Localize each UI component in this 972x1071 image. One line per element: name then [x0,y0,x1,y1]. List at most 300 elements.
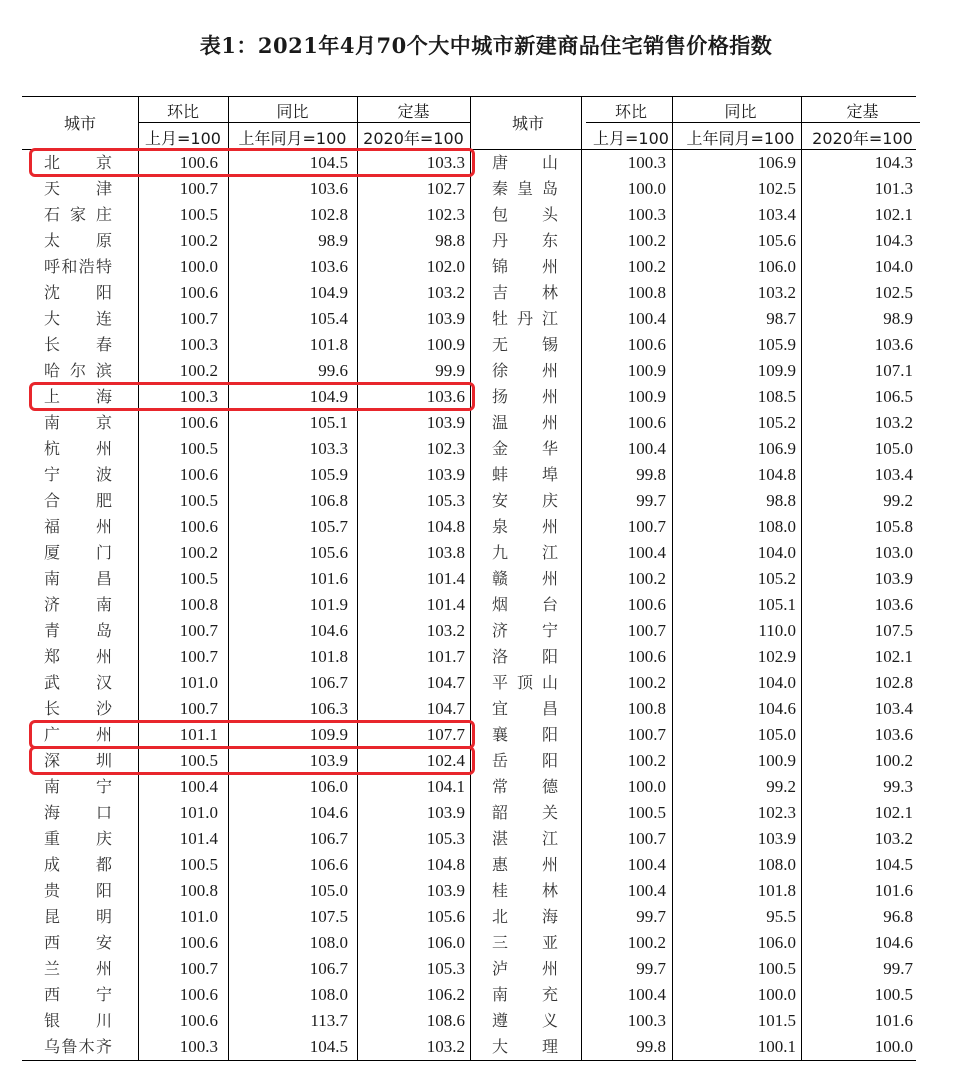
left-header-base: 定基 [397,102,430,121]
left-mom-value: 100.8 [179,881,218,900]
right-table-row [22,1034,916,1060]
right-base-value: 107.5 [874,621,913,640]
right-base-value: 104.3 [874,231,913,250]
right-base-value: 105.0 [874,439,913,458]
right-base-value: 99.2 [883,491,913,510]
left-city-name: 杭 州 [44,439,112,458]
left-base-value: 105.3 [426,829,465,848]
left-base-value: 101.4 [426,569,465,588]
left-city-name: 太 原 [44,231,112,250]
left-base-value: 102.3 [426,439,465,458]
right-yoy-value: 108.0 [757,517,796,536]
right-yoy-value: 105.2 [757,569,796,588]
right-city-name: 北 海 [492,907,558,926]
left-mom-value: 100.0 [179,257,218,276]
right-yoy-value: 98.8 [766,491,796,510]
left-city-name: 长 春 [44,335,112,354]
right-yoy-value: 110.0 [758,621,796,640]
left-mom-value: 100.6 [179,283,218,302]
right-city-name: 惠 州 [492,855,558,874]
left-mom-value: 100.7 [179,647,218,666]
left-base-value: 101.4 [426,595,465,614]
right-table-row [22,930,916,956]
right-mom-value: 99.8 [636,1037,666,1056]
left-header-yoy-sub: 上年同月=100 [238,129,347,148]
right-yoy-value: 106.0 [757,257,796,276]
right-mom-value: 100.4 [627,881,666,900]
right-yoy-value: 105.6 [757,231,796,250]
left-yoy-value: 103.3 [309,439,348,458]
left-city-name: 长 沙 [44,699,112,718]
left-yoy-value: 104.5 [309,153,348,172]
left-city-name: 深 圳 [44,751,112,770]
right-city-name: 宜 昌 [492,699,558,718]
left-yoy-value: 104.9 [309,387,348,406]
left-mom-value: 100.7 [179,699,218,718]
right-base-value: 103.9 [874,569,913,588]
left-city-name: 兰 州 [44,959,112,978]
right-city-name: 襄 阳 [492,725,558,744]
right-base-value: 103.6 [874,335,913,354]
left-base-value: 103.3 [426,153,465,172]
column-rule [357,97,358,1060]
right-header-yoy: 同比 [724,102,757,121]
right-mom-value: 100.8 [627,699,666,718]
left-city-name: 南 京 [44,413,112,432]
right-base-value: 99.3 [883,777,913,796]
left-base-value: 102.3 [426,205,465,224]
left-city-name: 合 肥 [44,491,112,510]
right-yoy-value: 106.9 [757,153,796,172]
right-city-name: 烟 台 [492,595,558,614]
left-city-name: 沈 阳 [44,283,112,302]
left-mom-value: 100.4 [179,777,218,796]
right-mom-value: 100.7 [627,621,666,640]
right-table-row [22,1008,916,1034]
right-mom-value: 99.7 [636,907,666,926]
left-mom-value: 100.7 [179,309,218,328]
left-mom-value: 100.6 [179,413,218,432]
right-mom-value: 100.4 [627,985,666,1004]
left-mom-value: 100.7 [179,179,218,198]
left-yoy-value: 101.8 [309,647,348,666]
highlight-box [29,148,475,177]
right-city-name: 秦皇岛 [492,179,558,198]
left-yoy-value: 104.5 [309,1037,348,1056]
right-mom-value: 100.7 [627,517,666,536]
left-mom-value: 100.6 [179,465,218,484]
left-mom-value: 100.3 [179,335,218,354]
left-base-value: 103.2 [426,1037,465,1056]
right-mom-value: 100.4 [627,309,666,328]
right-table-row [22,540,916,566]
right-base-value: 102.1 [874,205,913,224]
right-city-name: 大 理 [492,1037,558,1056]
left-base-value: 99.9 [435,361,465,380]
right-yoy-value: 108.5 [757,387,796,406]
left-yoy-value: 98.9 [318,231,348,250]
left-mom-value: 101.1 [179,725,218,744]
left-mom-value: 101.4 [179,829,218,848]
left-yoy-value: 99.6 [318,361,348,380]
left-base-value: 103.9 [426,803,465,822]
right-city-name: 韶 关 [492,803,558,822]
left-city-name: 广 州 [44,725,112,744]
left-mom-value: 100.6 [179,985,218,1004]
left-yoy-value: 101.6 [309,569,348,588]
left-base-value: 103.9 [426,465,465,484]
left-base-value: 103.9 [426,413,465,432]
left-yoy-value: 104.9 [309,283,348,302]
right-base-value: 106.5 [874,387,913,406]
right-city-name: 岳 阳 [492,751,558,770]
left-yoy-value: 106.7 [309,959,348,978]
left-yoy-value: 106.7 [309,829,348,848]
left-yoy-value: 104.6 [309,621,348,640]
right-header-base-sub: 2020年=100 [812,129,913,148]
right-mom-value: 100.8 [627,283,666,302]
right-yoy-value: 101.5 [757,1011,796,1030]
right-city-name: 安 庆 [492,491,558,510]
right-mom-value: 100.0 [627,777,666,796]
right-table-row [22,280,916,306]
left-city-name: 呼和浩特 [44,257,112,276]
left-yoy-value: 113.7 [310,1011,348,1030]
column-rule [470,97,471,1060]
left-yoy-value: 105.6 [309,543,348,562]
right-base-value: 102.1 [874,803,913,822]
right-city-name: 唐 山 [492,153,558,172]
right-mom-value: 100.7 [627,829,666,848]
left-yoy-value: 103.9 [309,751,348,770]
right-mom-value: 100.6 [627,647,666,666]
left-yoy-value: 105.1 [309,413,348,432]
right-city-name: 遵 义 [492,1011,558,1030]
left-base-value: 104.8 [426,517,465,536]
right-table-row [22,592,916,618]
left-city-name: 郑 州 [44,647,112,666]
left-base-value: 104.7 [426,699,465,718]
right-yoy-value: 106.0 [757,933,796,952]
left-yoy-value: 105.7 [309,517,348,536]
right-yoy-value: 106.9 [757,439,796,458]
right-header-mom: 环比 [614,102,647,121]
left-base-value: 104.7 [426,673,465,692]
right-city-name: 吉 林 [492,283,558,302]
right-city-name: 无 锡 [492,335,558,354]
right-mom-value: 100.2 [627,257,666,276]
right-table-row [22,410,916,436]
column-rule [801,97,802,1060]
left-city-name: 厦 门 [44,543,112,562]
left-yoy-value: 106.7 [309,673,348,692]
right-base-value: 99.7 [883,959,913,978]
left-mom-value: 100.5 [179,751,218,770]
left-base-value: 98.8 [435,231,465,250]
right-base-value: 102.8 [874,673,913,692]
right-city-name: 丹 东 [492,231,558,250]
right-table-row [22,514,916,540]
right-table-row [22,488,916,514]
left-mom-value: 100.6 [179,1011,218,1030]
left-yoy-value: 108.0 [309,933,348,952]
right-table-row [22,332,916,358]
left-yoy-value: 103.6 [309,257,348,276]
right-base-value: 100.0 [874,1037,913,1056]
left-base-value: 102.7 [426,179,465,198]
right-base-value: 104.3 [874,153,913,172]
right-yoy-value: 103.9 [757,829,796,848]
right-table-row [22,176,916,202]
left-base-value: 107.7 [426,725,465,744]
left-yoy-value: 104.6 [309,803,348,822]
left-base-value: 103.2 [426,283,465,302]
left-base-value: 103.9 [426,309,465,328]
left-base-value: 106.0 [426,933,465,952]
right-base-value: 103.4 [874,465,913,484]
right-base-value: 100.2 [874,751,913,770]
right-table-row [22,462,916,488]
left-base-value: 108.6 [426,1011,465,1030]
left-city-name: 上 海 [44,387,112,406]
left-mom-value: 100.3 [179,387,218,406]
left-yoy-value: 105.4 [309,309,348,328]
right-table-row [22,254,916,280]
right-mom-value: 100.4 [627,543,666,562]
right-city-name: 湛 江 [492,829,558,848]
right-mom-value: 100.6 [627,413,666,432]
right-city-name: 扬 州 [492,387,558,406]
right-mom-value: 100.3 [627,1011,666,1030]
right-city-name: 牡丹江 [492,309,558,328]
right-yoy-value: 99.2 [766,777,796,796]
left-mom-value: 100.2 [179,543,218,562]
right-mom-value: 99.8 [636,465,666,484]
left-city-name: 昆 明 [44,907,112,926]
left-city-name: 大 连 [44,309,112,328]
right-base-value: 100.5 [874,985,913,1004]
right-mom-value: 100.2 [627,569,666,588]
right-base-value: 96.8 [883,907,913,926]
left-base-value: 102.0 [426,257,465,276]
right-yoy-value: 109.9 [757,361,796,380]
table-title: 表1：2021年4月70个大中城市新建商品住宅销售价格指数 [199,33,773,58]
right-city-name: 济 宁 [492,621,558,640]
right-city-name: 常 德 [492,777,558,796]
left-header-mom: 环比 [166,102,199,121]
left-mom-value: 100.5 [179,569,218,588]
highlight-box [29,746,475,775]
left-yoy-value: 105.9 [309,465,348,484]
right-yoy-value: 103.2 [757,283,796,302]
left-mom-value: 101.0 [179,907,218,926]
right-table-row [22,904,916,930]
left-base-value: 104.8 [426,855,465,874]
right-mom-value: 100.2 [627,751,666,770]
right-base-value: 104.5 [874,855,913,874]
left-base-value: 101.7 [426,647,465,666]
right-base-value: 98.9 [883,309,913,328]
right-city-name: 泉 州 [492,517,558,536]
right-yoy-value: 102.9 [757,647,796,666]
right-base-value: 103.6 [874,595,913,614]
right-city-name: 九 江 [492,543,558,562]
right-mom-value: 100.4 [627,855,666,874]
right-header-city: 城市 [511,114,544,133]
right-base-value: 104.0 [874,257,913,276]
right-city-name: 温 州 [492,413,558,432]
left-city-name: 福 州 [44,517,112,536]
right-yoy-value: 105.1 [757,595,796,614]
right-city-name: 三 亚 [492,933,558,952]
right-table-row [22,228,916,254]
right-yoy-value: 105.9 [757,335,796,354]
right-mom-value: 100.3 [627,205,666,224]
right-base-value: 101.3 [874,179,913,198]
left-city-name: 青 岛 [44,621,112,640]
right-city-name: 包 头 [492,205,558,224]
right-mom-value: 100.5 [627,803,666,822]
right-yoy-value: 100.0 [757,985,796,1004]
right-city-name: 泸 州 [492,959,558,978]
left-mom-value: 101.0 [179,673,218,692]
left-yoy-value: 106.8 [309,491,348,510]
left-yoy-value: 106.0 [309,777,348,796]
right-yoy-value: 102.5 [757,179,796,198]
right-mom-value: 100.2 [627,231,666,250]
right-table-row [22,878,916,904]
right-yoy-value: 101.8 [757,881,796,900]
right-base-value: 107.1 [874,361,913,380]
highlight-box [29,720,475,749]
right-base-value: 104.6 [874,933,913,952]
right-yoy-value: 104.0 [757,673,796,692]
left-yoy-value: 109.9 [309,725,348,744]
left-city-name: 宁 波 [44,465,112,484]
right-table-row [22,358,916,384]
left-city-name: 西 安 [44,933,112,952]
left-mom-value: 100.2 [179,361,218,380]
left-city-name: 北 京 [44,153,112,172]
right-table-row [22,982,916,1008]
right-yoy-value: 100.9 [757,751,796,770]
left-city-name: 南 昌 [44,569,112,588]
left-city-name: 石家庄 [44,205,112,224]
right-mom-value: 100.9 [627,361,666,380]
right-table-row [22,956,916,982]
right-yoy-value: 100.5 [757,959,796,978]
left-yoy-value: 105.0 [309,881,348,900]
left-mom-value: 100.5 [179,205,218,224]
left-mom-value: 100.3 [179,1037,218,1056]
right-mom-value: 100.2 [627,933,666,952]
right-yoy-value: 108.0 [757,855,796,874]
left-base-value: 103.8 [426,543,465,562]
left-yoy-value: 101.9 [309,595,348,614]
right-base-value: 101.6 [874,1011,913,1030]
right-table-row [22,306,916,332]
left-yoy-value: 106.3 [309,699,348,718]
right-mom-value: 100.7 [627,725,666,744]
left-yoy-value: 101.8 [309,335,348,354]
right-city-name: 南 充 [492,985,558,1004]
right-header-base: 定基 [846,102,879,121]
left-header-mid-rule [138,122,470,123]
right-mom-value: 100.6 [627,335,666,354]
left-base-value: 100.9 [426,335,465,354]
left-header-city: 城市 [63,114,96,133]
right-city-name: 平顶山 [492,673,558,692]
highlight-box [29,382,475,411]
right-base-value: 102.5 [874,283,913,302]
left-mom-value: 100.6 [179,153,218,172]
right-base-value: 101.6 [874,881,913,900]
left-city-name: 武 汉 [44,673,112,692]
right-yoy-value: 95.5 [766,907,796,926]
left-mom-value: 100.7 [179,621,218,640]
left-city-name: 哈尔滨 [44,361,112,380]
right-table-row [22,774,916,800]
left-header-yoy: 同比 [276,102,309,121]
right-table-row [22,670,916,696]
right-city-name: 蚌 埠 [492,465,558,484]
column-rule [228,97,229,1060]
column-rule [581,97,582,1060]
right-base-value: 103.2 [874,829,913,848]
right-yoy-value: 98.7 [766,309,796,328]
right-mom-value: 100.2 [627,673,666,692]
left-mom-value: 101.0 [179,803,218,822]
right-yoy-value: 105.0 [757,725,796,744]
right-city-name: 赣 州 [492,569,558,588]
right-base-value: 103.0 [874,543,913,562]
left-yoy-value: 106.6 [309,855,348,874]
left-mom-value: 100.2 [179,231,218,250]
left-base-value: 103.9 [426,881,465,900]
right-city-name: 桂 林 [492,881,558,900]
left-city-name: 南 宁 [44,777,112,796]
left-base-value: 106.2 [426,985,465,1004]
left-city-name: 银 川 [44,1011,112,1030]
right-table-row [22,436,916,462]
left-base-value: 103.6 [426,387,465,406]
right-table-row [22,644,916,670]
right-yoy-value: 104.8 [757,465,796,484]
right-mom-value: 100.6 [627,595,666,614]
right-city-name: 锦 州 [492,257,558,276]
left-mom-value: 100.7 [179,959,218,978]
left-city-name: 天 津 [44,179,112,198]
left-city-name: 乌鲁木齐 [44,1037,112,1056]
right-mom-value: 100.4 [627,439,666,458]
right-yoy-value: 104.0 [757,543,796,562]
left-mom-value: 100.5 [179,491,218,510]
right-base-value: 103.4 [874,699,913,718]
right-mom-value: 99.7 [636,491,666,510]
right-base-value: 102.1 [874,647,913,666]
right-city-name: 徐 州 [492,361,558,380]
left-yoy-value: 103.6 [309,179,348,198]
right-table-row [22,202,916,228]
right-mom-value: 99.7 [636,959,666,978]
left-city-name: 重 庆 [44,829,112,848]
left-yoy-value: 107.5 [309,907,348,926]
right-table-row [22,696,916,722]
left-base-value: 105.3 [426,959,465,978]
right-base-value: 103.6 [874,725,913,744]
right-mom-value: 100.9 [627,387,666,406]
left-base-value: 105.6 [426,907,465,926]
